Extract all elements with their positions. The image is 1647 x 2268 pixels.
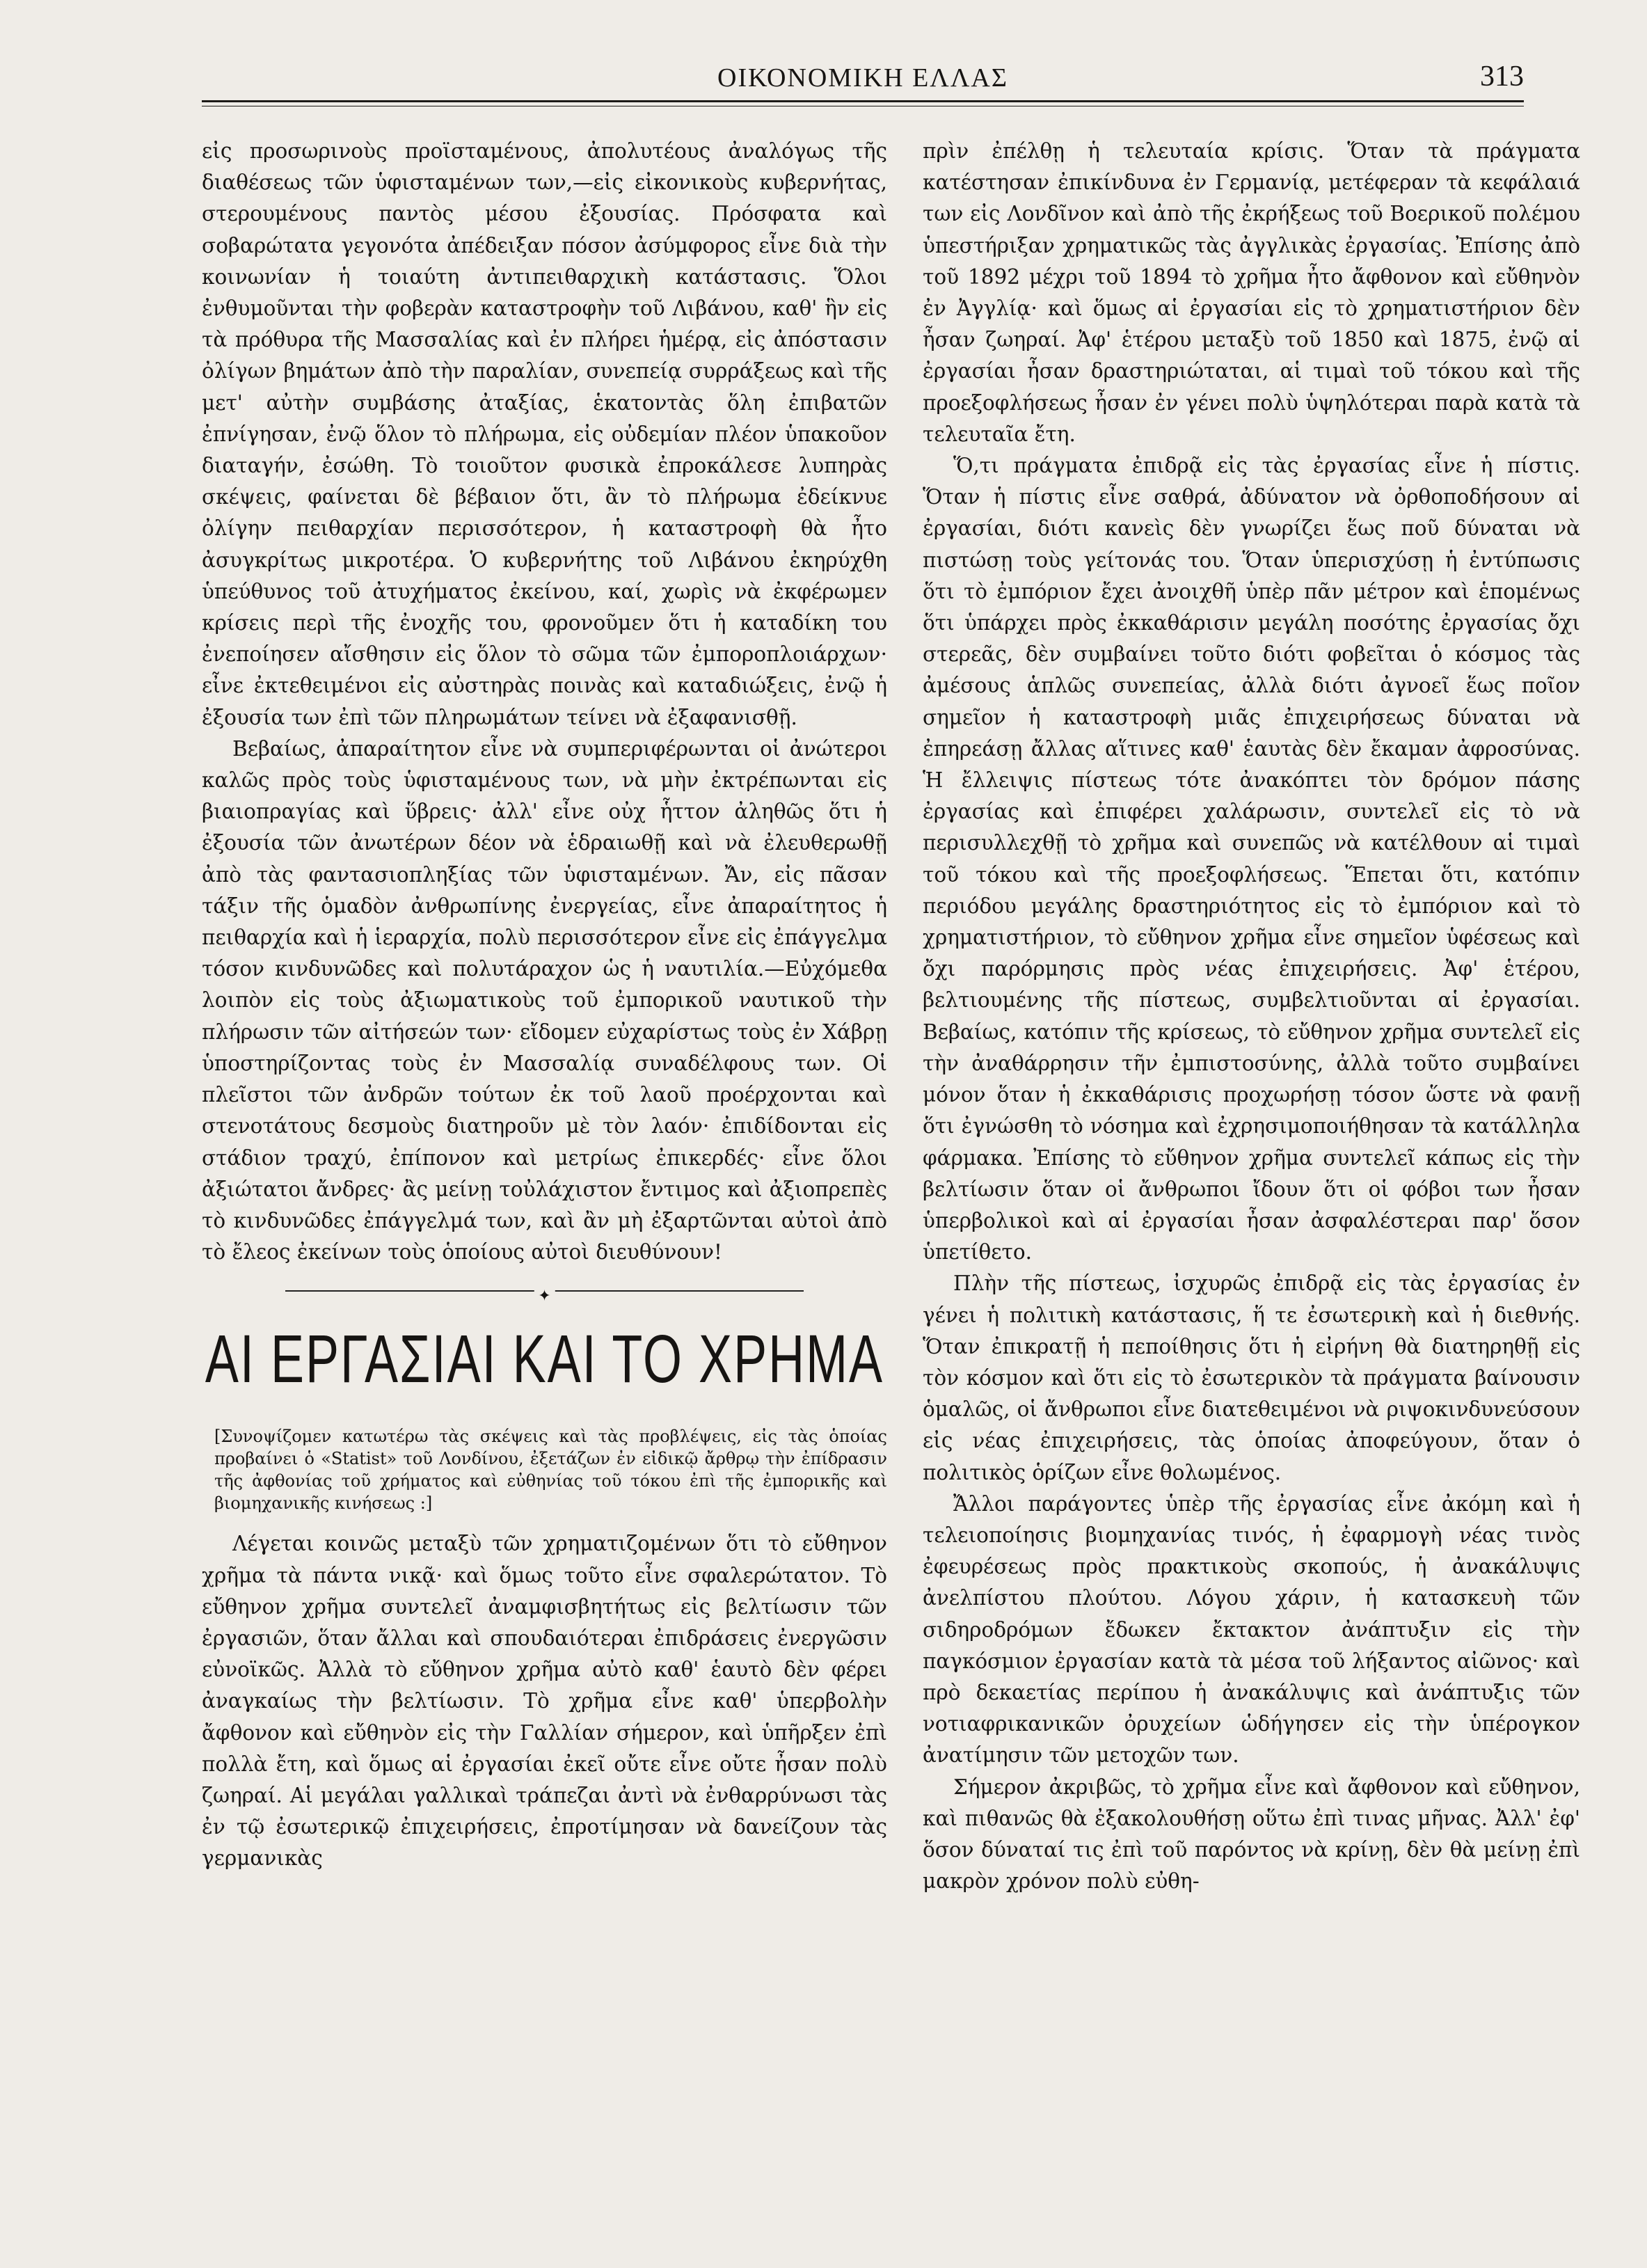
left-paragraph-1: εἰς προσωρινοὺς προϊσταμένους, ἀπολυτέους ἀναλόγως τῆς διαθέσεως τῶν ὑφισταμένων των,—εἰς εἰκονικοὺς κυβερνήτας, στερουμένους παντὸς μέσου ἐξουσίας. Πρόσφατα καὶ σοβαρώτατα γεγονότα ἀπέδειξαν πόσον ἀσύμφορος εἶνε διὰ τὴν κοινωνίαν ἡ τοιαύτη ἀντιπειθαρχικὴ κατάστασις. Ὅλοι ἐνθυμοῦνται τὴν φοβερὰν καταστροφὴν τοῦ Λιβάνου, καθ' ἣν εἰς τὰ πρόθυρα τῆς Μασσαλίας καὶ ἐν πλήρει ἡμέρᾳ, εἰς ἀπόστασιν ὀλίγων βημάτων ἀπὸ τὴν παραλίαν, συνεπείᾳ συρράξεως καὶ τῆς μετ' αὐτὴν συμβάσης ἀταξίας, ἑκατοντὰς ὅλη ἐπιβατῶν ἐπνίγησαν, ἐνῷ ὅλον τὸ πλήρωμα, εἰς οὐδεμίαν πλέον ὑπακοῦον διαταγήν, ἐσώθη. Τὸ τοιοῦτον φυσικὰ ἐπροκάλεσε λυπηρὰς σκέψεις, φαίνεται δὲ βέβαιον ὅτι, ἂν τὸ πλήρωμα ἐδείκνυε ὀλίγην πειθαρχίαν περισσότερον, ἡ καταστροφὴ θὰ ἦτο ἀσυγκρίτως μικροτέρα. Ὁ κυβερνήτης τοῦ Λιβάνου ἐκηρύχθη ὑπεύθυνος τοῦ ἀτυχήματος ἐκείνου, καί, χωρὶς νὰ ἐκφέρωμεν κρίσεις περὶ τῆς ἐνοχῆς του, φρονοῦμεν ὅτι ἡ καταδίκη του ἐνεποίησεν αἴσθησιν εἰς ὅλον τὸ σῶμα τῶν ἐμποροπλοιάρχων· εἶνε ἐκτεθειμένοι εἰς αὐστηρὰς ποινὰς καὶ καταδιώξεις, ἐνῷ ἡ ἐξουσία των ἐπὶ τῶν πληρωμάτων τείνει νὰ ἐξαφανισθῇ. <box>202 139 887 729</box>
article-paragraph-1: Λέγεται κοινῶς μεταξὺ τῶν χρηματιζομένων ὅτι τὸ εὔθηνον χρῆμα τὰ πάντα νικᾷ· καὶ ὅμως τοῦτο εἶνε σφαλερώτατον. Τὸ εὔθηνον χρῆμα συντελεῖ ἀναμφισβητήτως εἰς βελτίωσιν τῶν ἐργασιῶν, ὅταν ἄλλαι καὶ σπουδαιότεραι ἐπιδράσεις ἐνεργῶσιν εὐνοϊκῶς. Ἀλλὰ τὸ εὔθηνον χρῆμα αὐτὸ καθ' ἑαυτὸ δὲν φέρει ἀναγκαίως τὴν βελτίωσιν. Τὸ χρῆμα εἶνε καθ' ὑπερβολὴν ἄφθονον καὶ εὔθηνὸν εἰς τὴν Γαλλίαν σήμερον, καὶ ὑπῆρξεν ἐπὶ πολλὰ ἔτη, καὶ ὅμως αἱ ἐργασίαι ἐκεῖ οὔτε εἶνε οὔτε ἦσαν πολὺ ζωηραί. Αἱ μεγάλαι γαλλικαὶ τράπεζαι ἀντὶ νὰ ἐνθαρρύνωσι τὰς ἐν τῷ ἐσωτερικῷ ἐπιχειρήσεις, ἐπροτίμησαν νὰ δανείζουν τὰς γερμανικὰς <box>202 1532 887 1871</box>
left-column <box>202 136 887 1875</box>
divider-ornament-icon: ✦ <box>534 1280 555 1312</box>
right-paragraph-3: Πλὴν τῆς πίστεως, ἰσχυρῶς ἐπιδρᾷ εἰς τὰς ἐργασίας ἐν γένει ἡ πολιτικὴ κατάστασις, ἥ τε ἐσωτερικὴ καὶ ἡ διεθνής. Ὅταν ἐπικρατῇ ἡ πεποίθησις ὅτι ἡ εἰρήνη θὰ διατηρηθῇ εἰς τὸν κόσμον καὶ ὅτι εἰς τὸ ἐσωτερικὸν τὰ πράγματα βαίνουσιν ὁμαλῶς, οἱ ἄνθρωποι εἶνε διατεθειμένοι νὰ ριψοκινδυνεύσουν εἰς νέας ἐπιχειρήσεις, τὰς ὁποίας ἀποφεύγουν, ὅταν ὁ πολιτικὸς ὁρίζων εἶνε θολωμένος. <box>923 1271 1580 1484</box>
editorial-note-block <box>202 1425 887 1514</box>
page-header <box>202 54 1524 103</box>
right-paragraph-2: Ὅ,τι πράγματα ἐπιδρᾷ εἰς τὰς ἐργασίας εἶνε ἡ πίστις. Ὅταν ἡ πίστις εἶνε σαθρά, ἀδύνατον νὰ ὀρθοποδήσουν αἱ ἐργασίαι, διότι κανεὶς δὲν γνωρίζει ἕως ποῦ δύναται νὰ πιστώσῃ τοὺς γείτονάς του. Ὅταν ὑπερισχύσῃ ἡ ἐντύπωσις ὅτι τὸ ἐμπόριον ἔχει ἀνοιχθῆ ὑπὲρ πᾶν μέτρον καὶ ἑπομένως ὅτι ὑπάρχει πρὸς ἐκκαθάρισιν μεγάλη ποσότης ἐργασίας ὄχι στερεᾶς, δὲν συμβαίνει τοῦτο διότι φοβεῖται ὁ κόσμος τὰς ἀμέσους ἁπλῶς συνεπείας, ἀλλὰ διότι ἀγνοεῖ ἕως ποῖον σημεῖον ἡ καταστροφὴ μιᾶς ἐπιχειρήσεως δύναται νὰ ἐπηρεάσῃ ἄλλας αἵτινες καθ' ἑαυτὰς δὲν ἔκαμαν ἀφροσύνας. Ἡ ἔλλειψις πίστεως τότε ἀνακόπτει τὸν δρόμον πάσης ἐργασίας καὶ ἐπιφέρει χαλάρωσιν, συντελεῖ εἰς τὸ νὰ περισυλλεχθῇ τὸ χρῆμα καὶ συνεπῶς νὰ κατέλθουν αἱ τιμαὶ τοῦ τόκου καὶ τῆς προεξοφλήσεως. Ἕπεται ὅτι, κατόπιν περιόδου μεγάλης δραστηριότητος εἰς τὸ ἐμπόριον καὶ τὸ χρηματιστήριον, τὸ εὔθηνον χρῆμα εἶνε σημεῖον ὑφέσεως καὶ ὄχι παρόρμησις πρὸς νέας ἐπιχειρήσεις. Ἀφ' ἑτέρου, βελτιουμένης τῆς πίστεως, συμβελτιοῦνται αἱ ἐργασίαι. Βεβαίως, κατόπιν τῆς κρίσεως, τὸ εὔθηνον χρῆμα συντελεῖ εἰς τὴν ἀναθάρρησιν τῆν ἐμπιστοσύνης, ἀλλὰ τοῦτο συμβαίνει μόνον ὅταν ἡ ἐκκαθάρισις προχωρήσῃ τόσον ὥστε νὰ φανῇ ὅτι ἐγνώσθη τὸ νόσημα καὶ ἐχρησιμοποιήθησαν τὰ κατάλληλα φάρμακα. Ἐπίσης τὸ εὔθηνον χρῆμα συντελεῖ κάπως εἰς τὴν βελτίωσιν ὅταν οἱ ἄνθρωποι ἴδουν ὅτι οἱ φόβοι των ἦσαν ὑπερβολικοὶ καὶ αἱ ἐργασίαι ἦσαν ἀσφαλέστεραι παρ' ὅσον ὑπετίθετο. <box>923 454 1580 1264</box>
right-column <box>923 136 1580 1897</box>
header-rule <box>202 100 1524 102</box>
journal-title: ΟΙΚΟΝΟΜΙΚΗ ΕΛΛΑΣ <box>717 63 1008 93</box>
editorial-note: [Συνοψίζομεν κατωτέρω τὰς σκέψεις καὶ τὰς προβλέψεις, εἰς τὰς ὁποίας προβαίνει ὁ «Statist» τοῦ Λονδίνου, ἐξετάζων ἐν εἰδικῷ ἄρθρῳ τὴν ἐπίδρασιν τῆς ἀφθονίας τοῦ χρήματος καὶ εὐθηνίας τοῦ τόκου ἐπὶ τῆς ἐμπορικῆς καὶ βιομηχανικῆς κινήσεως :] <box>214 1427 887 1514</box>
page-number: 313 <box>1480 61 1524 93</box>
right-paragraph-4: Ἄλλοι παράγοντες ὑπὲρ τῆς ἐργασίας εἶνε ἀκόμη καὶ ἡ τελειοποίησις βιομηχανίας τινός, ἡ ἐφαρμογὴ νέας τινὸς ἐφευρέσεως πρὸς πρακτικοὺς σκοπούς, ἡ ἀνακάλυψις ἀνελπίστου πλούτου. Λόγου χάριν, ἡ κατασκευὴ τῶν σιδηροδρόμων ἔδωκεν ἔκτακτον ἀνάπτυξιν εἰς τὴν παγκόσμιον ἐργασίαν κατὰ τὰ μέσα τοῦ λήξαντος αἰῶνος· καὶ πρὸ δεκαετίας περίπου ἡ ἀνακάλυψις καὶ ἀνάπτυξις τῶν νοτιαφρικανικῶν ὀρυχείων ὡδήγησεν εἰς τὴν ὑπέρογκον ἀνατίμησιν τῶν μετοχῶν των. <box>923 1491 1580 1768</box>
right-paragraph-1: πρὶν ἐπέλθῃ ἡ τελευταία κρίσις. Ὅταν τὰ πράγματα κατέστησαν ἐπικίνδυνα ἐν Γερμανίᾳ, μετέφεραν τὰ κεφάλαιά των εἰς Λονδῖνον καὶ ἀπὸ τῆς ἐκρήξεως τοῦ Βοερικοῦ πολέμου ὑπεστήριξαν χρηματικῶς τὰς ἀγγλικὰς ἐργασίας. Ἐπίσης ἀπὸ τοῦ 1892 μέχρι τοῦ 1894 τὸ χρῆμα ἦτο ἄφθονον καὶ εὔθηνὸν ἐν Ἀγγλίᾳ· καὶ ὅμως αἱ ἐργασίαι εἰς τὸ χρηματιστήριον δὲν ἦσαν ζωηραί. Ἀφ' ἑτέρου μεταξὺ τοῦ 1850 καὶ 1875, ἐνῷ αἱ ἐργασίαι ἦσαν δραστηριώταται, αἱ τιμαὶ τοῦ τόκου καὶ τῆς προεξοφλήσεως ἦσαν ἐν γένει πολὺ ὑψηλότεραι παρὰ κατὰ τὰ τελευταῖα ἔτη. <box>923 139 1580 446</box>
right-paragraph-5: Σήμερον ἀκριβῶς, τὸ χρῆμα εἶνε καὶ ἄφθονον καὶ εὔθηνον, καὶ πιθανῶς θὰ ἐξακολουθήσῃ οὕτω ἐπὶ τινας μῆνας. Ἀλλ' ἐφ' ὅσον δύναταί τις ἐπὶ τοῦ παρόντος νὰ κρίνῃ, δὲν θὰ μείνῃ ἐπὶ μακρὸν χρόνον πολὺ εὐθη- <box>923 1775 1580 1894</box>
article-title: ΑΙ ΕΡΓΑΣΙΑΙ ΚΑΙ ΤΟ ΧΡΗΜΑ <box>205 1322 884 1397</box>
article-divider <box>202 1280 887 1306</box>
left-paragraph-2: Βεβαίως, ἀπαραίτητον εἶνε νὰ συμπεριφέρωνται οἱ ἀνώτεροι καλῶς πρὸς τοὺς ὑφισταμένους των, νὰ μὴν ἐκτρέπωνται εἰς βιαιοπραγίας καὶ ὕβρεις· ἀλλ' εἶνε οὐχ ἧττον ἀληθῶς ὅτι ἡ ἐξουσία τῶν ἀνωτέρων δέον νὰ ἑδραιωθῇ καὶ νὰ ἐλευθερωθῇ ἀπὸ τὰς φαντασιοπληξίας τῶν ὑφισταμένων. Ἄν, εἰς πᾶσαν τάξιν τῆς ὁμαδὸν ἀνθρωπίνης ἐνεργείας, εἶνε ἀπαραίτητος ἡ πειθαρχία καὶ ἡ ἱεραρχία, πολὺ περισσότερον εἶνε εἰς ἐπάγγελμα τόσον κινδυνῶδες καὶ πολυτάραχον ὡς ἡ ναυτιλία.—Εὐχόμεθα λοιπὸν εἰς τοὺς ἀξιωματικοὺς τοῦ ἐμπορικοῦ ναυτικοῦ τὴν πλήρωσιν τῶν αἰτήσεών των· εἴδομεν εὐχαρίστως τοὺς ἐν Χάβρῃ ὑποστηρίζοντας τοὺς ἐν Μασσαλίᾳ συναδέλφους των. Οἱ πλεῖστοι τῶν ἀνδρῶν τούτων ἐκ τοῦ λαοῦ προέρχονται καὶ στενοτάτους δεσμοὺς διατηροῦν μὲ τὸν λαόν· ἐπιδίδονται εἰς στάδιον τραχύ, ἐπίπονον καὶ μετρίως ἐπικερδές· εἶνε ὅλοι ἀξιώτατοι ἄνδρες· ἂς μείνῃ τοὐλάχιστον ἔντιμος καὶ ἀξιοπρεπὲς τὸ κινδυνῶδες ἐπάγγελμά των, καὶ ἂν μὴ ἐξαρτῶνται αὐτοὶ ἀπὸ τὸ ἔλεος ἐκείνων τοὺς ὁποίους αὐτοὶ διευθύνουν! <box>202 736 887 1264</box>
